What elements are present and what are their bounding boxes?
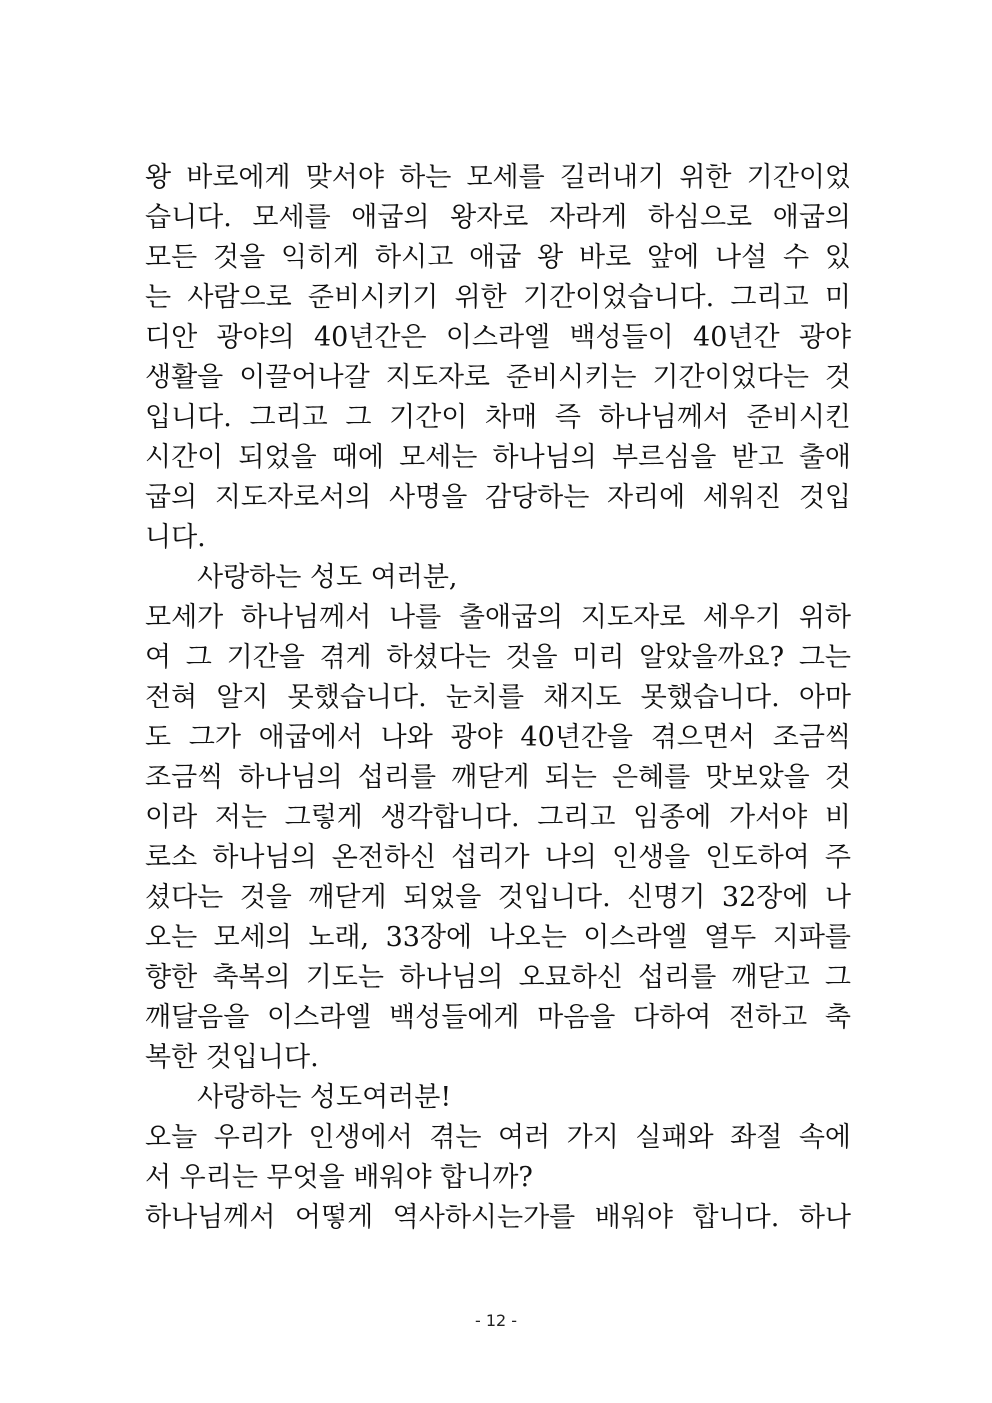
text-line: 오는 모세의 노래, 33장에 나오는 이스라엘 열두 지파를 <box>145 922 851 953</box>
text-line: 여 그 기간을 겪게 하셨다는 것을 미리 알았을까요? 그는 <box>145 642 851 673</box>
text-line: 굽의 지도자로서의 사명을 감당하는 자리에 세워진 것입 <box>145 482 851 513</box>
text-line: 시간이 되었을 때에 모세는 하나님의 부르심을 받고 출애 <box>145 442 851 473</box>
text-line: 입니다. 그리고 그 기간이 차매 즉 하나님께서 준비시킨 <box>145 402 851 433</box>
salutation-line: 사랑하는 성도여러분! <box>197 1082 452 1113</box>
text-line: 습니다. 모세를 애굽의 왕자로 자라게 하심으로 애굽의 <box>145 202 851 233</box>
text-line: 로소 하나님의 온전하신 섭리가 나의 인생을 인도하여 주 <box>145 842 851 873</box>
text-line: 는 사람으로 준비시키기 위한 기간이었습니다. 그리고 미 <box>145 282 851 313</box>
text-line: 오늘 우리가 인생에서 겪는 여러 가지 실패와 좌절 속에 <box>145 1122 851 1153</box>
text-line: 셨다는 것을 깨닫게 되었을 것입니다. 신명기 32장에 나 <box>145 882 851 913</box>
text-line: 생활을 이끌어나갈 지도자로 준비시키는 기간이었다는 것 <box>145 362 851 393</box>
text-line: 전혀 알지 못했습니다. 눈치를 채지도 못했습니다. 아마 <box>145 682 851 713</box>
text-line: 모든 것을 익히게 하시고 애굽 왕 바로 앞에 나설 수 있 <box>145 242 851 273</box>
page-number: - 12 - <box>474 1311 518 1330</box>
text-line: 디안 광야의 40년간은 이스라엘 백성들이 40년간 광야 <box>145 322 851 353</box>
text-line: 조금씩 하나님의 섭리를 깨닫게 되는 은혜를 맛보았을 것 <box>145 762 851 793</box>
text-line: 도 그가 애굽에서 나와 광야 40년간을 겪으면서 조금씩 <box>145 722 851 753</box>
salutation-line: 사랑하는 성도 여러분, <box>197 562 458 593</box>
text-line: 서 우리는 무엇을 배워야 합니까? <box>145 1162 533 1193</box>
text-line: 이라 저는 그렇게 생각합니다. 그리고 임종에 가서야 비 <box>145 802 851 833</box>
text-line: 하나님께서 어떻게 역사하시는가를 배워야 합니다. 하나 <box>145 1202 851 1233</box>
text-line: 복한 것입니다. <box>145 1042 319 1073</box>
text-line: 향한 축복의 기도는 하나님의 오묘하신 섭리를 깨닫고 그 <box>145 962 851 993</box>
text-line: 왕 바로에게 맞서야 하는 모세를 길러내기 위한 기간이었 <box>145 162 851 193</box>
document-body <box>145 158 851 1238</box>
text-line: 깨달음을 이스라엘 백성들에게 마음을 다하여 전하고 축 <box>145 1002 851 1033</box>
text-line: 모세가 하나님께서 나를 출애굽의 지도자로 세우기 위하 <box>145 602 851 633</box>
text-line: 니다. <box>145 522 206 553</box>
